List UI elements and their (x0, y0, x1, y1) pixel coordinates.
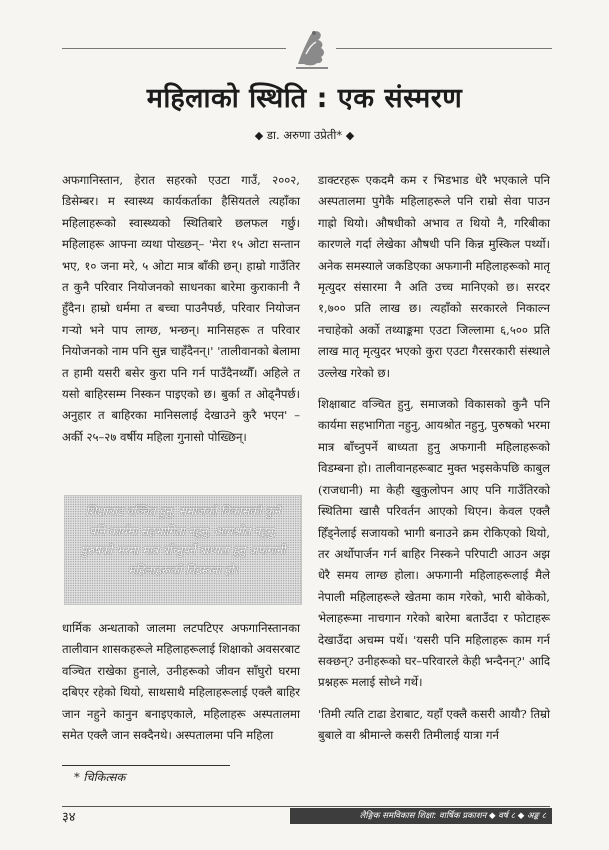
pull-quote-box (64, 495, 302, 605)
author-name: डा. अरुणा उप्रेती* (266, 128, 343, 142)
paragraph: 'तिमी त्यति टाढा डेराबाट, यहाँ एक्लै कसरी आयौ? तिम्रो बुबाले वा श्रीमान्ले कसरी तिमीलाई यात्रा गर्न (318, 706, 550, 743)
footer-rule (62, 806, 550, 807)
paragraph: शिक्षाबाट वञ्चित हुनु, समाजको विकासको कुनै पनि कार्यमा सहभागिता नहुनु, आयश्रोत नहुनु, पुरुषको भरमा मात्र बाँच्नुपर्ने बाध्यता हुनु अफगानी महिलाहरूको विडम्बना हो। तालीवानहरूबाट मुक्त भइसकेपछि काबुल (राजधानी) मा केही खुकुलोपन आए पनि गाउँतिरको स्थितिमा खासै परिवर्तन आएको थिएन। केवल एक्लै हिँड्नेलाई सजायको भागी बनाउने क्रम रोकिएको थियो, तर अर्थोपार्जन गर्न बाहिर निस्कने परिपाटी आउन अझ धेरै समय लाग्छ होला। अफगानी महिलाहरूलाई मैले नेपाली महिलाहरूले खेतमा काम गरेको, भारी बोकेको, भेलाहरूमा नाचगान गरेको बारेमा बताउँदा र फोटाहरू देखाउँदा अचम्म पर्थे। 'यसरी पनि महिलाहरू काम गर्न सक्छन्? उनीहरूको घर–परिवारले केही भन्दैनन्?' आदि प्रश्नहरू मलाई सोध्ने गर्थे। (318, 397, 550, 690)
header-rule-right (336, 48, 552, 49)
footnote-rule (62, 765, 230, 766)
diamond-icon: ◆ (254, 129, 264, 142)
paragraph: डाक्टरहरू एकदमै कम र भिडभाड धेरै भएकाले पनि अस्पतालमा पुगेकै महिलाहरूले पनि राम्रो सेवा पाउन गाह्रो थियो। औषधीको अभाव त थियो नै, गरिबीका कारणले गर्दा लेखेका औषधी पनि किन्न मुस्किल पर्थ्यो। अनेक समस्याले जकडिएका अफगानी महिलाहरूको मातृ मृत्युदर संसारमा नै अति उच्च मानिएको छ। सरदर १,७०० प्रति लाख छ। त्यहाँको सरकारले निकाल्न नचाहेको अर्को तथ्याङ्कमा एउटा जिल्लामा ६,५०० प्रति लाख मातृ मृत्युदर भएको कुरा एउटा गैरसरकारी संस्थाले उल्लेख गरेको छ। (318, 173, 550, 380)
paragraph: अफगानिस्तान, हेरात सहरको एउटा गाउँ, २००२, डिसेम्बर। म स्वास्थ्य कार्यकर्ताका हैसियतले त्यहाँका महिलाहरूको स्वास्थ्यको स्थितिबारे छलफल गर्छु। महिलाहरू आफ्ना व्यथा पोख्छन्– 'मेरा १५ ओटा सन्तान भए, १० जना मरे, ५ ओटा मात्र बाँकी छन्। हाम्रो गाउँतिर त कुनै परिवार नियोजनको साधनका बारेमा कुराकानी नै हुँदैन। हाम्रो धर्ममा त बच्चा पाउनैपर्छ, परिवार नियोजन गऱ्यो भने पाप लाग्छ, भन्छन्। मानिसहरू त परिवार नियोजनको नाम पनि सुन्न चाहँदैनन्।' 'तालीवानको बेलामा त हामी यसरी बसेर कुरा पनि गर्न पाउँदैनथ्यौँ। अहिले त यसो बाहिरसम्म निस्कन पाइएको छ। बुर्का त ओढ्नैपर्छ। अनुहार त बाहिरका मानिसलाई देखाउने कुरै भएन' – अर्की २५–२७ वर्षीय महिला गुनासो पोख्छिन्। (62, 173, 300, 444)
diamond-icon: ◆ (345, 129, 355, 142)
publication-logo-icon (292, 24, 332, 72)
page-number: ३४ (62, 810, 76, 825)
paragraph: धार्मिक अन्धताको जालमा लटपटिएर अफगानिस्तानका तालीवान शासकहरूले महिलाहरूलाई शिक्षाको अवसरबाट वञ्चित राखेका हुनाले, उनीहरूको जीवन साँघुरो घरमा दबिएर रहेको थियो, साथसाथै महिलाहरूलाई एक्लै बाहिर जान नहुने कानुन बनाइएकाले, महिलाहरू अस्पतालमा समेत एक्लै जान सक्दैनथे। अस्पतालमा पनि महिला (62, 621, 300, 743)
right-column (318, 170, 550, 747)
article-title: महिलाको स्थिति : एक संस्मरण (146, 83, 463, 114)
author-byline (0, 128, 609, 143)
footnote: * चिकित्सक (74, 770, 126, 784)
left-column (62, 170, 300, 458)
publication-footer-band: लैङ्गिक समविकास शिक्षा: वार्षिक प्रकाशन ◆ वर्ष ८ ◆ अङ्क ८ (290, 808, 552, 824)
left-column-continued (62, 618, 300, 746)
header-rule-left (62, 48, 286, 49)
pull-quote-text: शिक्षाबाट वञ्चित हुनु, समाजको विकासको कुनै पनि कार्यमा सहभागिता नहुनु, आयश्रोत नहुनु, पुरुषको भरमा मात्र बाँच्नुपर्ने बाध्यता हुनु अफगानी महिलाहरूको विडम्बना हो। (80, 504, 286, 577)
